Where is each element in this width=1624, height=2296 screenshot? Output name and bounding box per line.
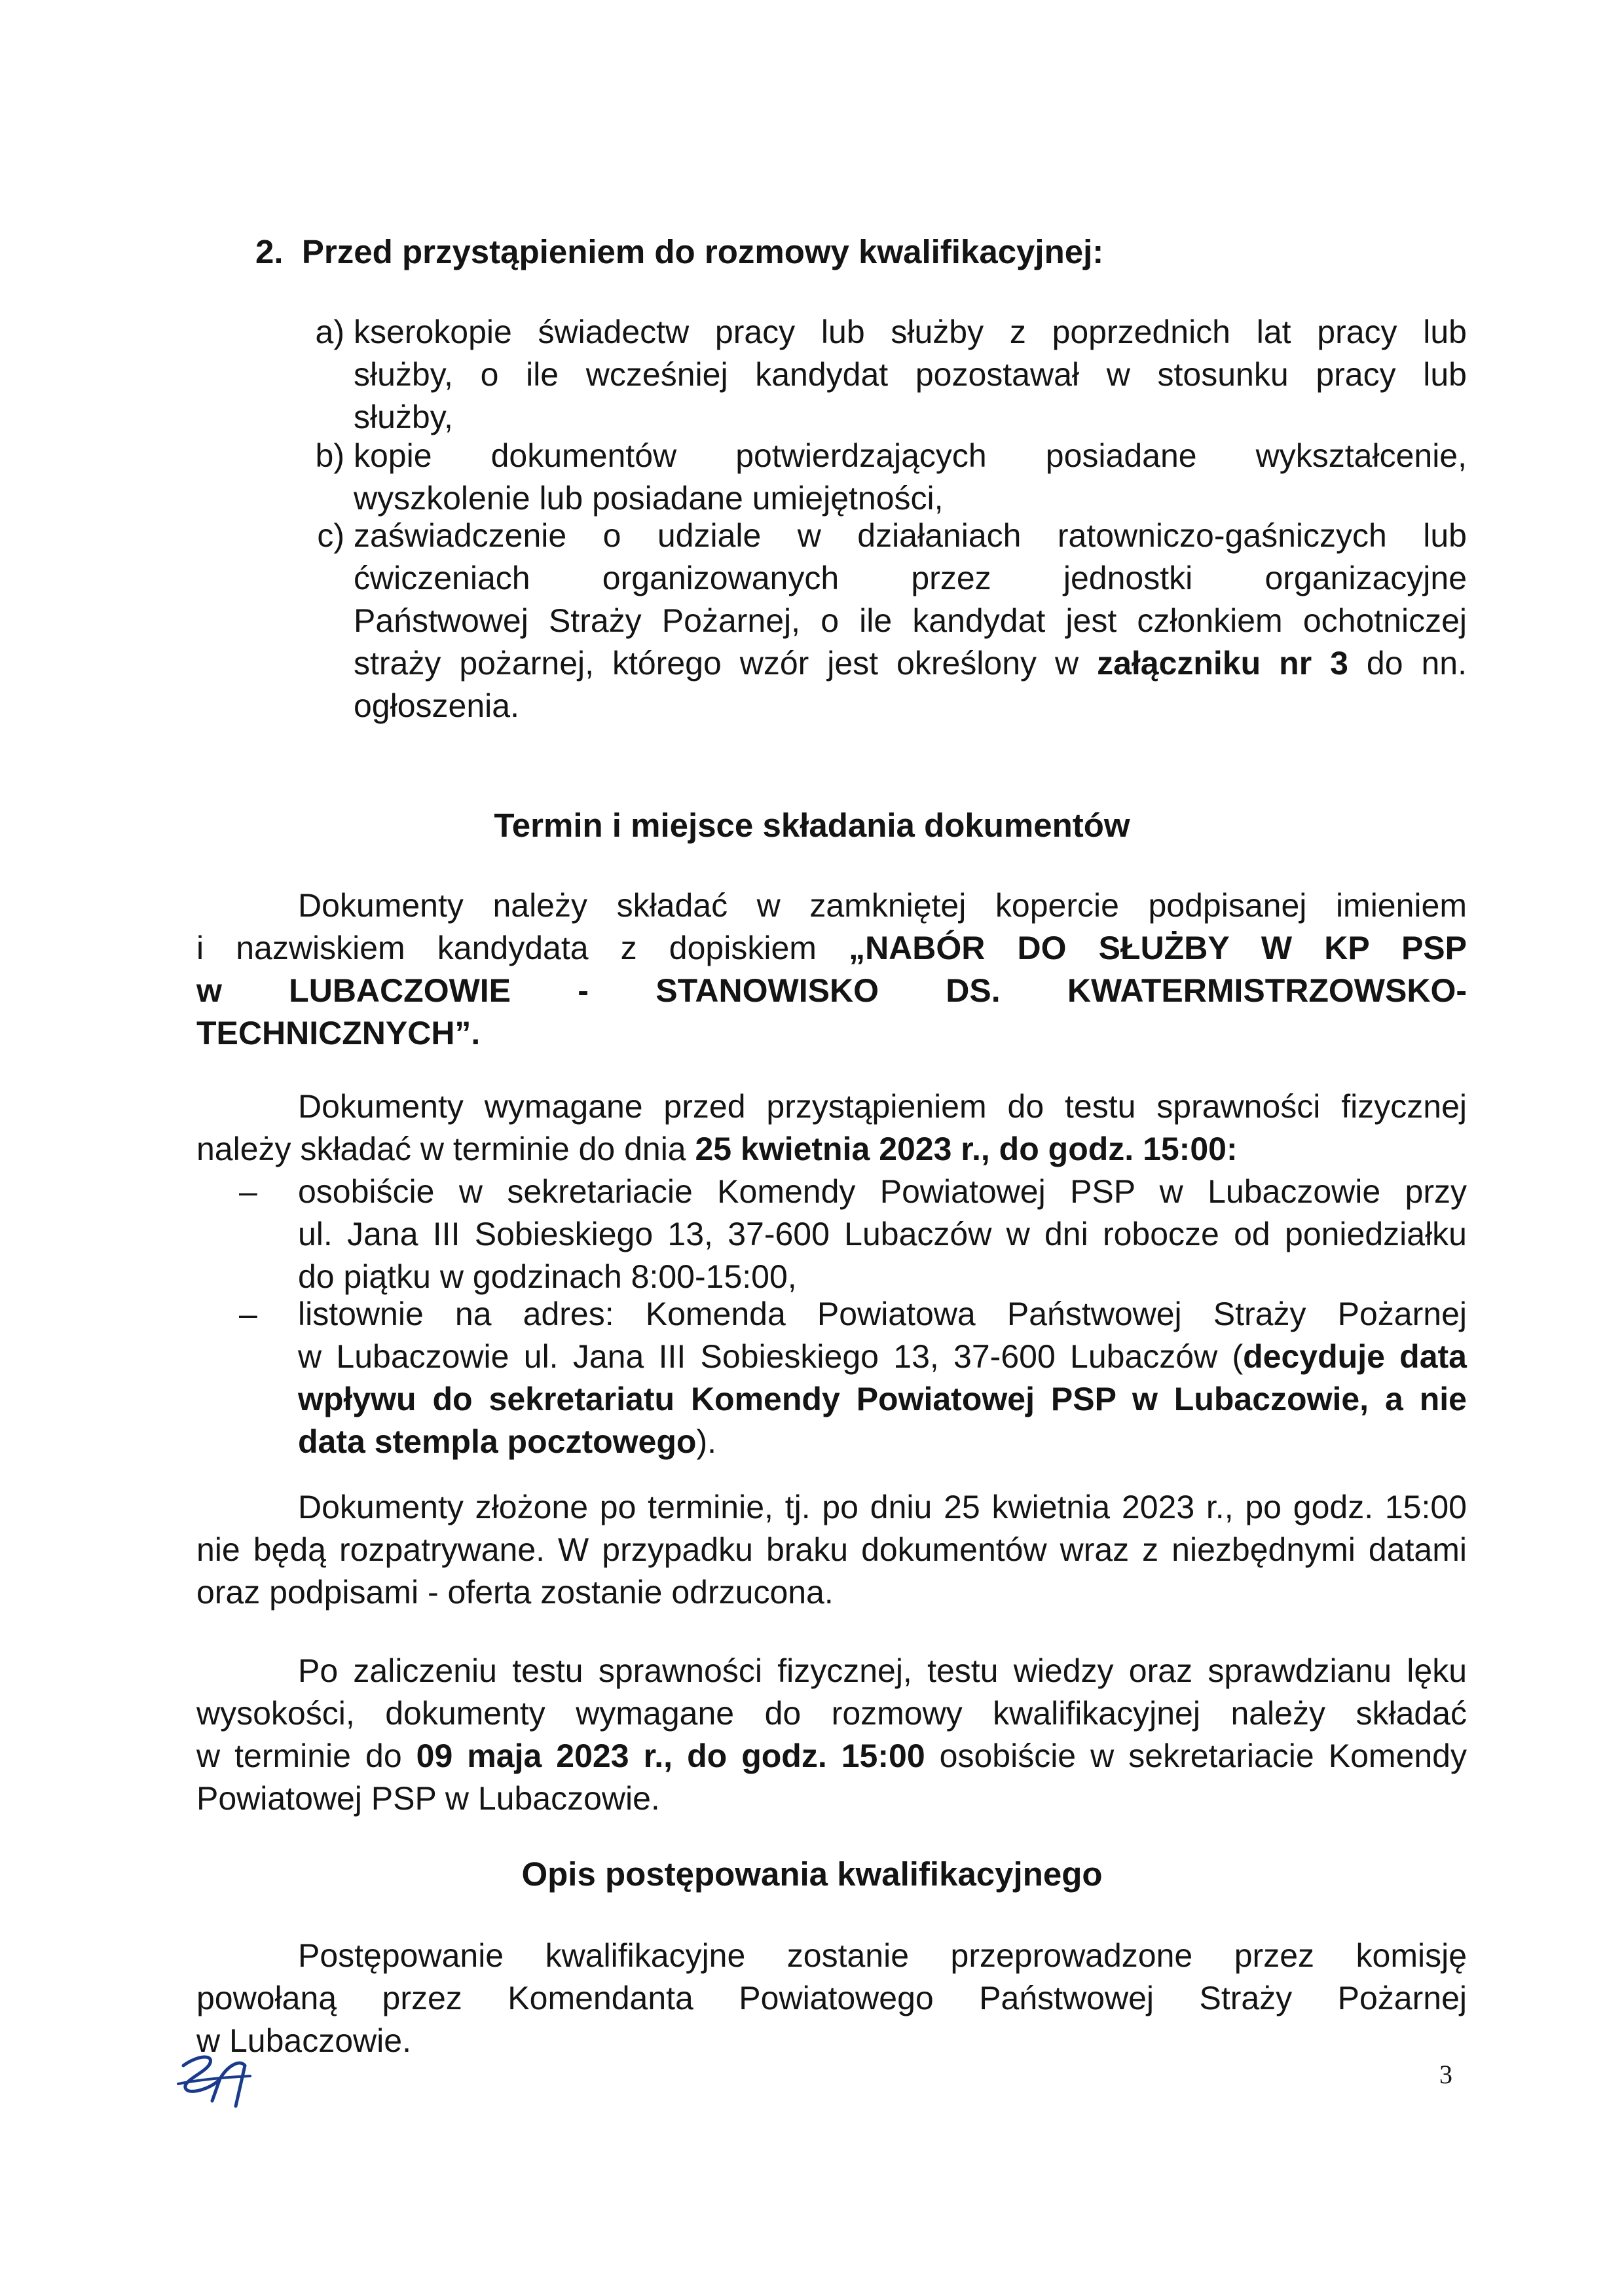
p2-line-1: Dokumenty wymagane przed przystąpieniem do testu sprawności fizycznej xyxy=(298,1088,1467,1125)
item-b-line-2: wyszkolenie lub posiadane umiejętności, xyxy=(354,480,944,517)
item-c-line-2: ćwiczeniach organizowanych przez jednostki organizacyjne xyxy=(354,560,1467,596)
bullet-2-line-2-text: w Lubaczowie ul. Jana III Sobieskiego 13, 37-600 Lubaczów ( xyxy=(298,1338,1244,1375)
attachment-reference: załączniku nr 3 xyxy=(1097,645,1348,682)
bullet-1-line-1: osobiście w sekretariacie Komendy Powiatowej PSP w Lubaczowie przy xyxy=(298,1173,1467,1210)
p4-line-3-end: osobiście w sekretariacie Komendy xyxy=(925,1738,1467,1774)
bullet-2-line-2 xyxy=(298,1336,1467,1378)
item-c-line-1: zaświadczenie o udziale w działaniach ratowniczo-gaśniczych lub xyxy=(354,517,1467,554)
opis-line-2: powołaną przez Komendanta Powiatowego Państwowej Straży Pożarnej xyxy=(196,1980,1467,2016)
opis-heading: Opis postępowania kwalifikacyjnego xyxy=(521,1855,1103,1893)
bullet-1-line-3: do piątku w godzinach 8:00-15:00, xyxy=(298,1258,797,1295)
list-letter-b: b) xyxy=(315,437,344,474)
dash-marker: – xyxy=(239,1296,257,1332)
signature-initials xyxy=(172,2046,263,2111)
deadline-2: 09 maja 2023 r., do godz. 15:00 xyxy=(416,1738,925,1774)
termin-paragraph-4 xyxy=(196,1650,1467,1820)
section-2-number: 2. xyxy=(255,233,284,270)
list-item-b xyxy=(315,435,1467,520)
p3-line-2: nie będą rozpatrywane. W przypadku braku dokumentów wraz z niezbędnymi datami xyxy=(196,1531,1467,1568)
deadline-1: 25 kwietnia 2023 r., do godz. 15:00: xyxy=(695,1131,1238,1167)
p4-line-4: Powiatowej PSP w Lubaczowie. xyxy=(196,1780,660,1817)
p1-line-2 xyxy=(196,927,1467,970)
opis-paragraph xyxy=(196,1935,1467,2062)
p4-line-1: Po zaliczeniu testu sprawności fizycznej, testu wiedzy oraz sprawdzianu lęku xyxy=(298,1652,1467,1689)
section-2-title: Przed przystąpieniem do rozmowy kwalifikacyjnej: xyxy=(301,233,1104,270)
p1-line-3-bold: w LUBACZOWIE - STANOWISKO DS. KWATERMISTRZOWSKO- xyxy=(196,972,1467,1009)
bullet-2-line-3-bold: wpływu do sekretariatu Komendy Powiatowej PSP w Lubaczowie, a nie xyxy=(298,1381,1467,1417)
bullet-2-line-2-bold: decyduje data xyxy=(1243,1338,1467,1375)
dash-item-1 xyxy=(239,1171,1467,1298)
termin-paragraph-2 xyxy=(196,1085,1467,1171)
list-letter-c: c) xyxy=(317,517,344,554)
p1-line-4 xyxy=(196,1012,1467,1055)
termin-paragraph-1 xyxy=(196,884,1467,1055)
item-c-line-3: Państwowej Straży Pożarnej, o ile kandydat jest członkiem ochotniczej xyxy=(354,602,1467,639)
opis-line-3: w Lubaczowie. xyxy=(196,2022,411,2059)
bullet-2-line-4-bold: data stempla pocztowego xyxy=(298,1423,697,1460)
dash-item-2 xyxy=(239,1293,1467,1463)
list-letter-a: a) xyxy=(315,314,344,350)
opis-line-1: Postępowanie kwalifikacyjne zostanie przeprowadzone przez komisję xyxy=(298,1937,1467,1974)
p4-line-2: wysokości, dokumenty wymagane do rozmowy kwalifikacyjnej należy składać xyxy=(196,1695,1467,1732)
item-a-line-3: służby, xyxy=(354,399,453,435)
termin-heading: Termin i miejsce składania dokumentów xyxy=(494,807,1130,844)
dash-marker: – xyxy=(239,1173,257,1210)
p1-line-4-bold: TECHNICZNYCH”. xyxy=(196,1015,481,1051)
item-c-line-5: ogłoszenia. xyxy=(354,687,519,724)
page-number: 3 xyxy=(1439,2060,1452,2089)
bullet-1-line-2: ul. Jana III Sobieskiego 13, 37-600 Lubaczów w dni robocze od poniedziałku xyxy=(298,1216,1467,1252)
item-c-line-4-end: do nn. xyxy=(1348,645,1467,682)
bullet-2-line-4-end: ). xyxy=(696,1423,716,1460)
p4-line-3 xyxy=(196,1735,1467,1777)
p4-line-3-start: w terminie do xyxy=(196,1738,416,1774)
p3-line-3: oraz podpisami - oferta zostanie odrzucona. xyxy=(196,1574,834,1611)
p2-line-2 xyxy=(196,1128,1467,1171)
bullet-2-line-3 xyxy=(298,1378,1467,1421)
p1-line-3 xyxy=(196,970,1467,1012)
p1-line-2-bold: „NABÓR DO SŁUŻBY W KP PSP xyxy=(849,930,1467,966)
p2-line-2-text: należy składać w terminie do dnia xyxy=(196,1131,695,1167)
list-item-a xyxy=(315,311,1467,439)
bullet-2-line-4 xyxy=(298,1421,1467,1463)
item-a-line-2: służby, o ile wcześniej kandydat pozostawał w stosunku pracy lub xyxy=(354,356,1467,393)
item-c-line-4 xyxy=(354,642,1467,685)
p1-line-2-text: i nazwiskiem kandydata z dopiskiem xyxy=(196,930,849,966)
list-item-c xyxy=(317,515,1467,727)
item-b-line-1: kopie dokumentów potwierdzających posiadane wykształcenie, xyxy=(354,437,1467,474)
p1-line-1: Dokumenty należy składać w zamkniętej kopercie podpisanej imieniem xyxy=(298,887,1467,924)
item-c-line-4-text: straży pożarnej, którego wzór jest określony w xyxy=(354,645,1098,682)
termin-paragraph-3 xyxy=(196,1486,1467,1614)
item-a-line-1: kserokopie świadectw pracy lub służby z poprzednich lat pracy lub xyxy=(354,314,1467,350)
bullet-2-line-1: listownie na adres: Komenda Powiatowa Państwowej Straży Pożarnej xyxy=(298,1296,1467,1332)
p3-line-1: Dokumenty złożone po terminie, tj. po dniu 25 kwietnia 2023 r., po godz. 15:00 xyxy=(298,1489,1467,1525)
section-2-heading xyxy=(255,230,1103,273)
